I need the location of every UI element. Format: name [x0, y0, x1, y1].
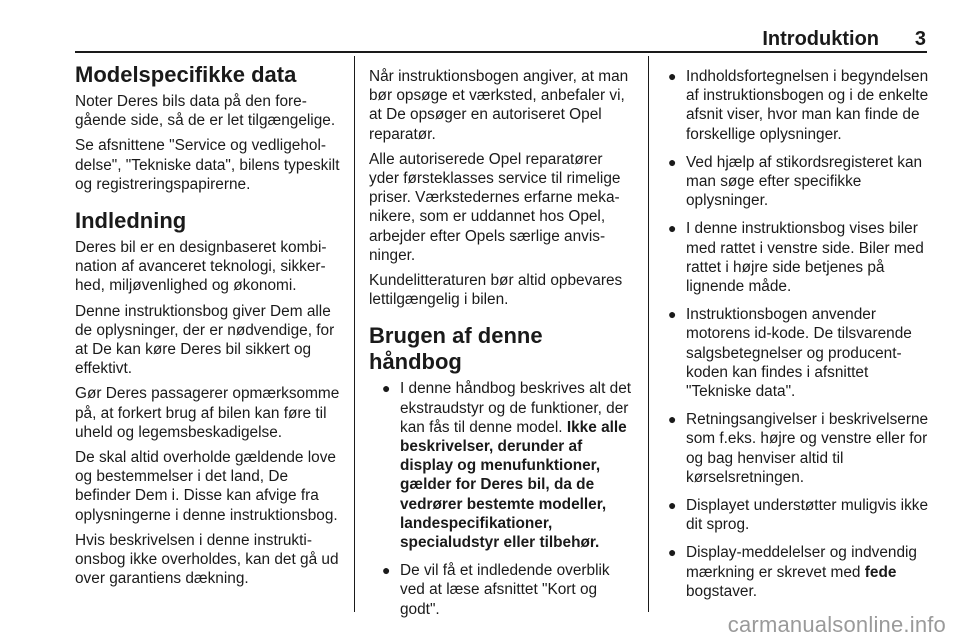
bullet-icon: ●	[668, 153, 677, 170]
list-item	[663, 305, 929, 401]
paragraph: Alle autoriserede Opel reparatører yder førsteklasses service til rimelige priser. Værkstedernes erfarne mekanikere, som er uddannet hos Opel, arbejder efter Opels særlige anvisninger.	[369, 150, 621, 264]
paragraph: De skal altid overholde gældende love og bestemmelser i det land, De befinder Dem i. Disse kan afvige fra oplysningerne i denne instruktionsbog.	[75, 449, 338, 524]
list-item	[663, 67, 929, 144]
list-item-bold-text: fede	[864, 563, 897, 581]
bullet-list	[369, 379, 634, 618]
bullet-icon: ●	[668, 220, 677, 237]
list-item-text: Ved hjælp af stikordsregisteret kan man søge efter specifikke oplysninger.	[686, 153, 923, 210]
list-item	[663, 219, 929, 296]
list-item-text: Instruktionsbogen anvender motorens id-kode. De tilsvarende salgsbetegnelser og producentkoden kan findes i afsnittet "Tekniske data".	[686, 306, 912, 401]
list-item-text: bogstaver.	[686, 582, 758, 600]
paragraph: Denne instruktionsbog giver Dem alle de oplysninger, der er nødvendige, for at De kan køre Deres bil sikkert og effektivt.	[75, 302, 335, 378]
list-item	[377, 561, 634, 619]
list-item	[663, 496, 929, 534]
list-item-text: Display-meddelelser og indvendig mærkning er skrevet med	[686, 544, 917, 581]
list-item-text: Displayet understøtter muligvis ikke dit sprog.	[686, 497, 929, 534]
list-item-text: Retningsangivelser i beskrivelserne som f.eks. højre og venstre eller for og bag henviser altid til kørselsretningen.	[686, 411, 929, 486]
heading-introduction: Indledning	[75, 208, 187, 234]
column-1	[75, 62, 347, 594]
list-item-text: Indholdsfortegnelsen i begyndelsen af instruktionsbogen og i de enkelte afsnit viser, hvor man kan finde de forskellige oplysninger.	[686, 68, 929, 143]
bullet-icon: ●	[668, 411, 677, 428]
list-item	[663, 543, 929, 601]
paragraph: Kundelitteraturen bør altid opbevares lettilgængelig i bilen.	[369, 272, 623, 309]
page-title: Introduktion	[762, 28, 879, 50]
header-rule	[75, 51, 927, 53]
list-item-text: I denne håndbog beskrives alt det ekstraudstyr og de funktioner, der kan fås til denne model.	[400, 380, 632, 436]
bullet-list	[663, 67, 929, 601]
bullet-icon: ●	[668, 68, 677, 84]
paragraph: Noter Deres bils data på den foregående side, så de er let tilgængelige.	[75, 93, 336, 130]
column-3	[663, 67, 929, 610]
page-header	[75, 28, 927, 50]
bullet-icon: ●	[382, 562, 391, 579]
paragraph: Se afsnittene "Service og vedligeholdelse", "Tekniske data", bilens typeskilt og registreringspapirerne.	[75, 137, 340, 193]
watermark-link[interactable]: carmanualsonline.info	[727, 612, 946, 637]
column-divider-2	[648, 56, 649, 612]
bullet-icon: ●	[668, 497, 677, 514]
list-item	[377, 379, 634, 552]
list-item	[663, 153, 929, 211]
column-divider-1	[354, 56, 355, 612]
list-item	[663, 410, 929, 487]
page-number: 3	[914, 28, 926, 50]
heading-model-data: Modelspecifikke data	[75, 62, 297, 87]
heading-using-handbook: Brugen af denne håndbog	[369, 323, 543, 375]
list-item-bold-text: Ikke alle beskrivelser, derunder af display og menufunktioner, gælder for Deres bil, da de vedrører bestemte modeller, landespecifikationer, specialudstyr eller tilbehør.	[400, 418, 627, 552]
paragraph: Hvis beskrivelsen i denne instruktionsbog ikke overholdes, kan det gå ud over garantiens dækning.	[75, 531, 339, 588]
bullet-icon: ●	[382, 380, 391, 397]
list-item-text: De vil få et indledende overblik ved at læse afsnittet "Kort og godt".	[400, 562, 610, 618]
paragraph: Når instruktionsbogen angiver, at man bør opsøge et værksted, anbefaler vi, at De opsøger en autoriseret Opel reparatør.	[369, 68, 629, 143]
bullet-icon: ●	[668, 544, 677, 561]
column-2	[369, 67, 634, 628]
paragraph: Deres bil er en designbaseret kombination af avanceret teknologi, sikkerhed, miljøvenlighed og økonomi.	[75, 239, 327, 295]
bullet-icon: ●	[668, 306, 677, 323]
paragraph: Gør Deres passagerer opmærksomme på, at forkert brug af bilen kan føre til uheld og legemsbeskadigelse.	[75, 385, 340, 441]
list-item-text: I denne instruktionsbog vises biler med rattet i venstre side. Biler med rattet i højre side betjenes på lignende måde.	[686, 220, 924, 296]
